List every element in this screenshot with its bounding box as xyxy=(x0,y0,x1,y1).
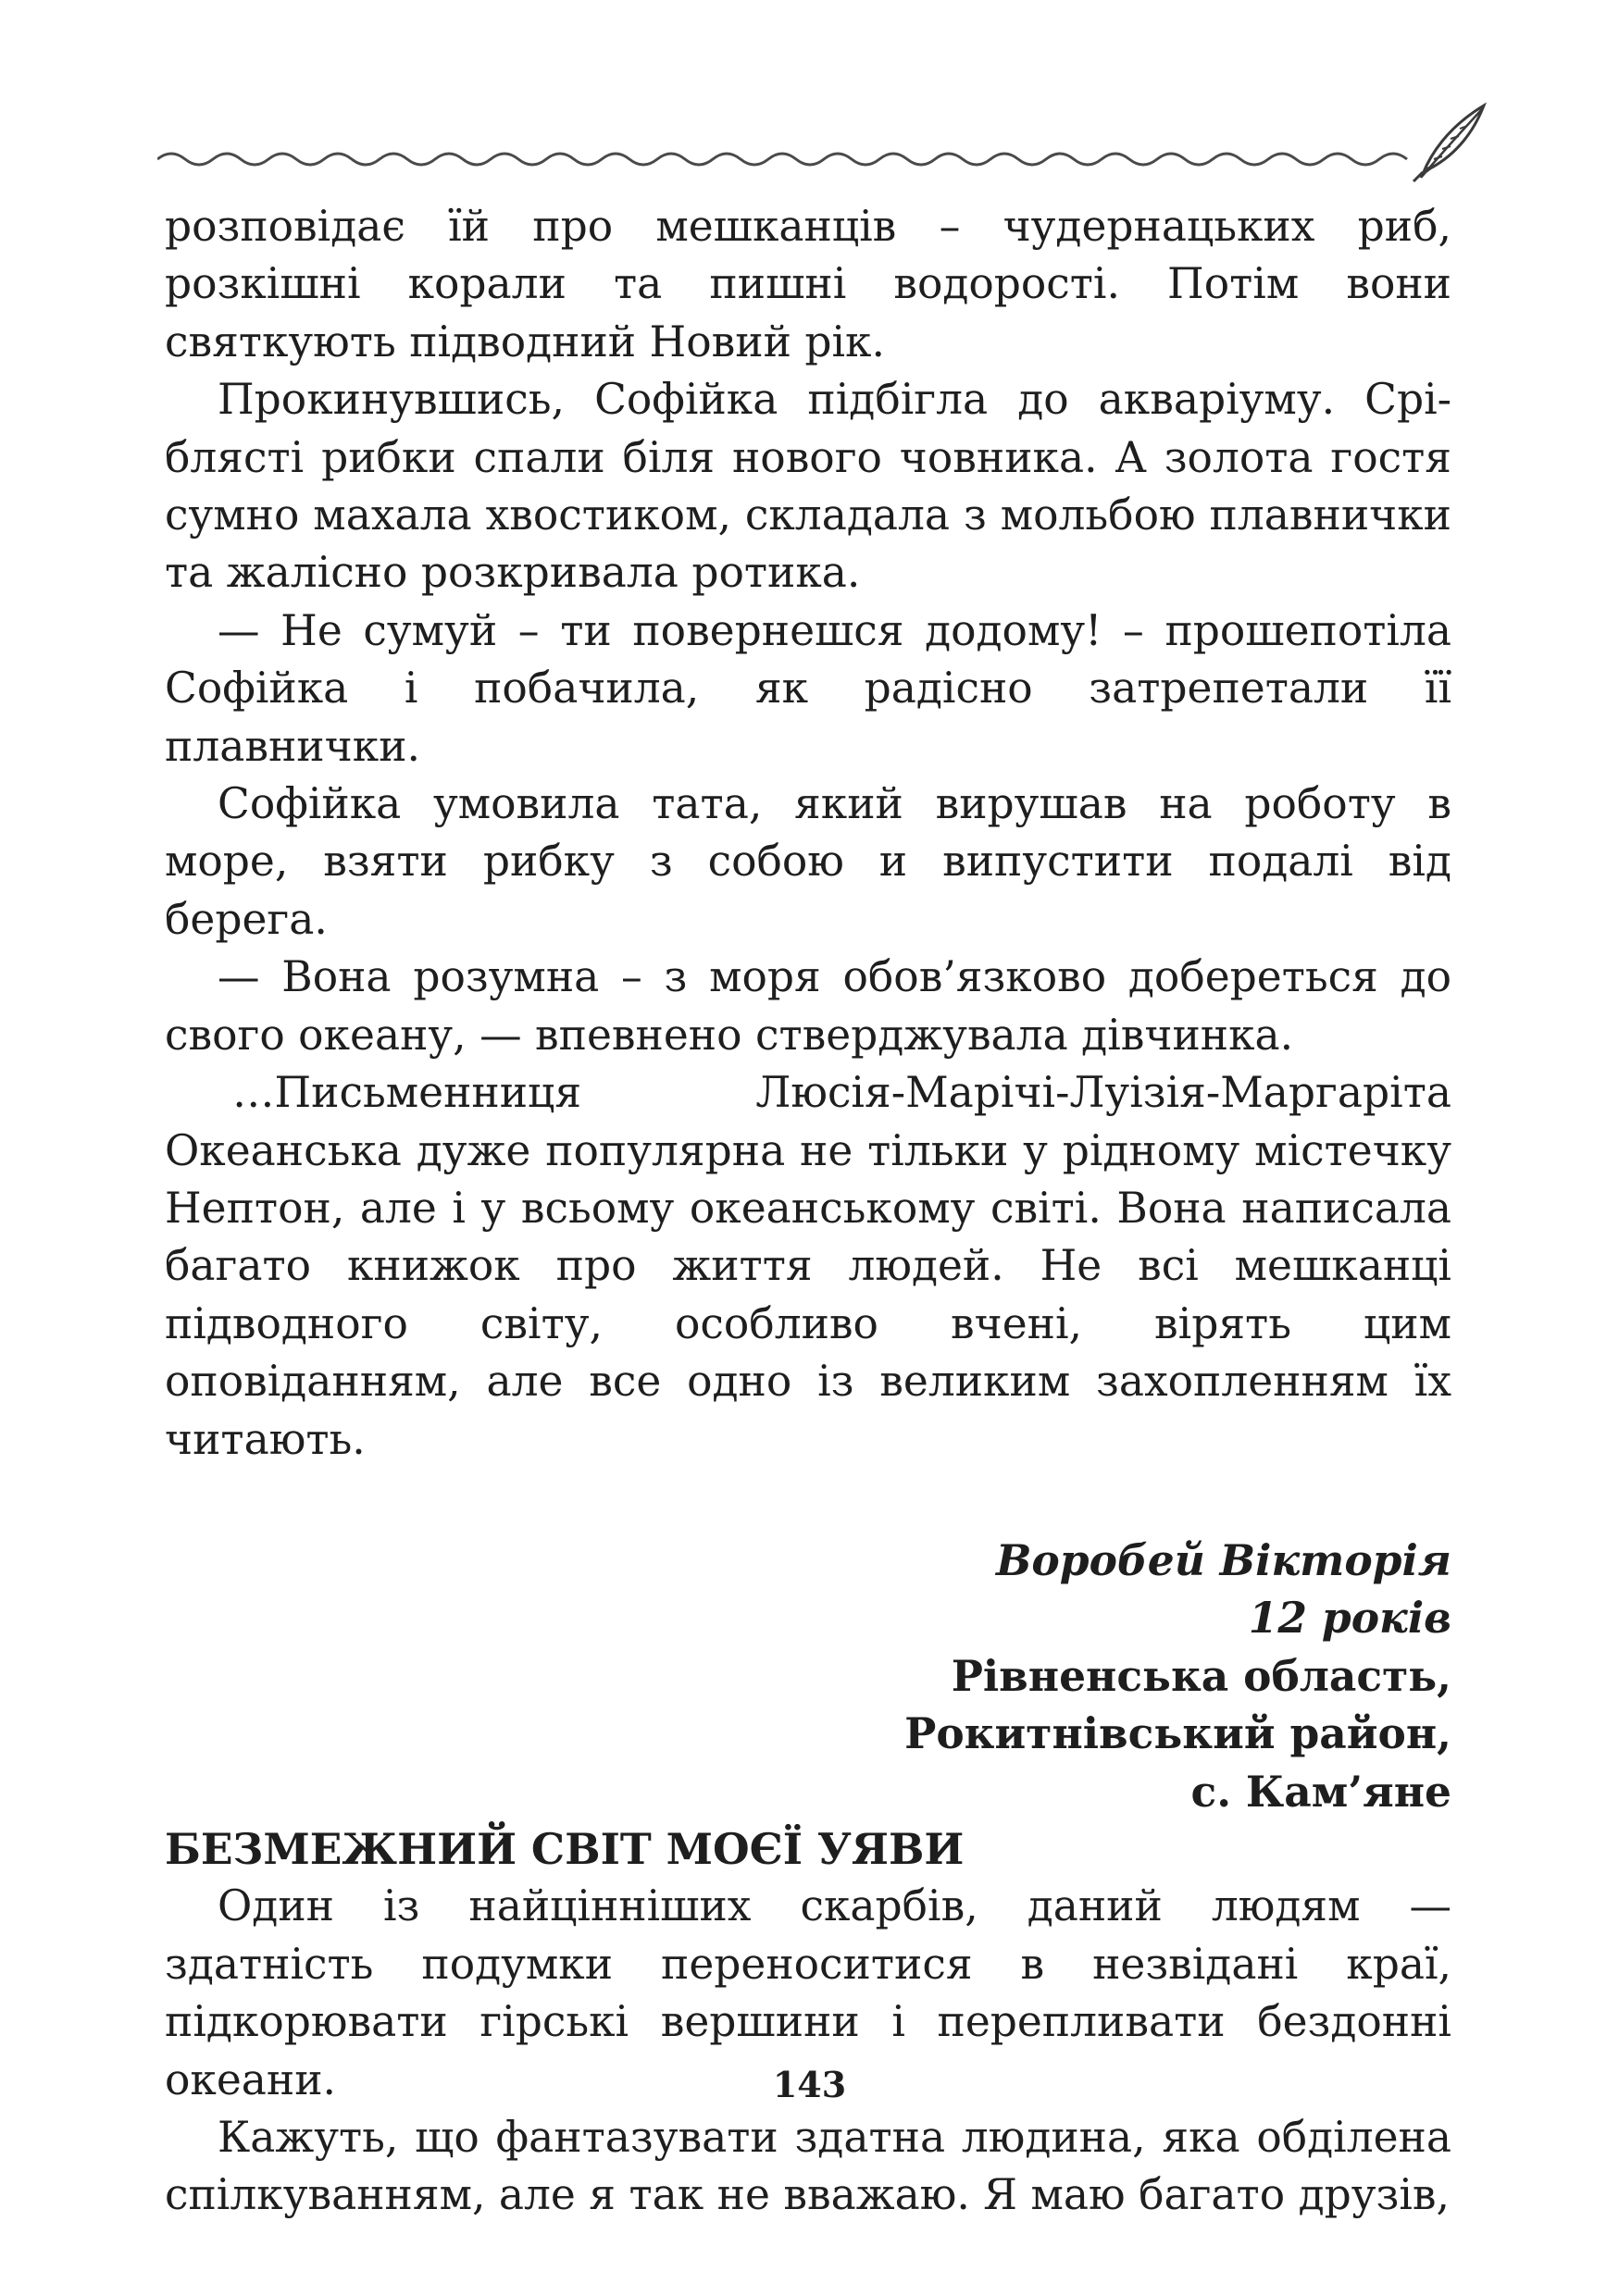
paragraph: …Письменниця Люсія-Марічі-Луізія-Маргаріта Океанська дуже популярна не тільки у рідному містечку Нептон, але і у всьому океанському світі. Вона написала багато книжок про життя людей. Не всі мешканці підводного світу, особливо вчені, вірять цим оповіданням, але все одно із великим захопленням їх читають. xyxy=(165,1068,1451,1464)
author-name: Воробей Вікторія xyxy=(995,1534,1451,1585)
paragraph: Софійка умовила тата, який вирушав на роботу в море, взяти рибку з собою и випустити подалі від берега. xyxy=(165,779,1451,944)
paragraph: Прокинувшись, Софійка підбігла до акваріуму. Сріблясті рибки спали біля нового човника. А золота гостя сумно махала хвостиком, складала з мольбою плавнички та жалісно розкривала ротика. xyxy=(165,375,1451,598)
paragraph: Кажуть, що фантазувати здатна людина, яка обділена спілкуванням, але я так не вважаю. Я маю багато друзів, xyxy=(165,2113,1451,2220)
page-body xyxy=(165,198,1451,2225)
author-village: с. Кам’яне xyxy=(1190,1766,1451,1817)
author-region: Рівненська область, xyxy=(951,1650,1451,1701)
quill-feather-icon xyxy=(1414,105,1484,181)
dialogue-paragraph: — Не сумуй – ти повернешся додому! – прошепотіла Софійка і побачила, як радісно затрепетали її плавнички. xyxy=(165,605,1451,771)
author-age: 12 років xyxy=(1248,1593,1451,1644)
author-signature xyxy=(165,1532,1451,1820)
dialogue-paragraph: — Вона розумна – з моря обов’язково добереться до свого океану, — впевнено стверджувала дівчинка. xyxy=(165,952,1451,1060)
section-title: БЕЗМЕЖНИЙ СВІТ МОЄЇ УЯВИ xyxy=(165,1823,965,1874)
paragraph: розповідає їй про мешканців – чудернацьких риб, розкішні корали та пишні водорості. Потім вони святкують підводний Новий рік. xyxy=(165,202,1451,366)
wave-line xyxy=(157,154,1407,165)
header-wave-rule xyxy=(157,102,1490,185)
author-district: Рокитнівський район, xyxy=(904,1708,1451,1759)
page-number: 143 xyxy=(772,2064,847,2105)
paragraph: Один із найцінніших скарбів, даний людям — здатність подумки переноситися в незвідані краї, підкорювати гірські вершини і перепливати бездонні океани. xyxy=(165,1881,1451,2104)
